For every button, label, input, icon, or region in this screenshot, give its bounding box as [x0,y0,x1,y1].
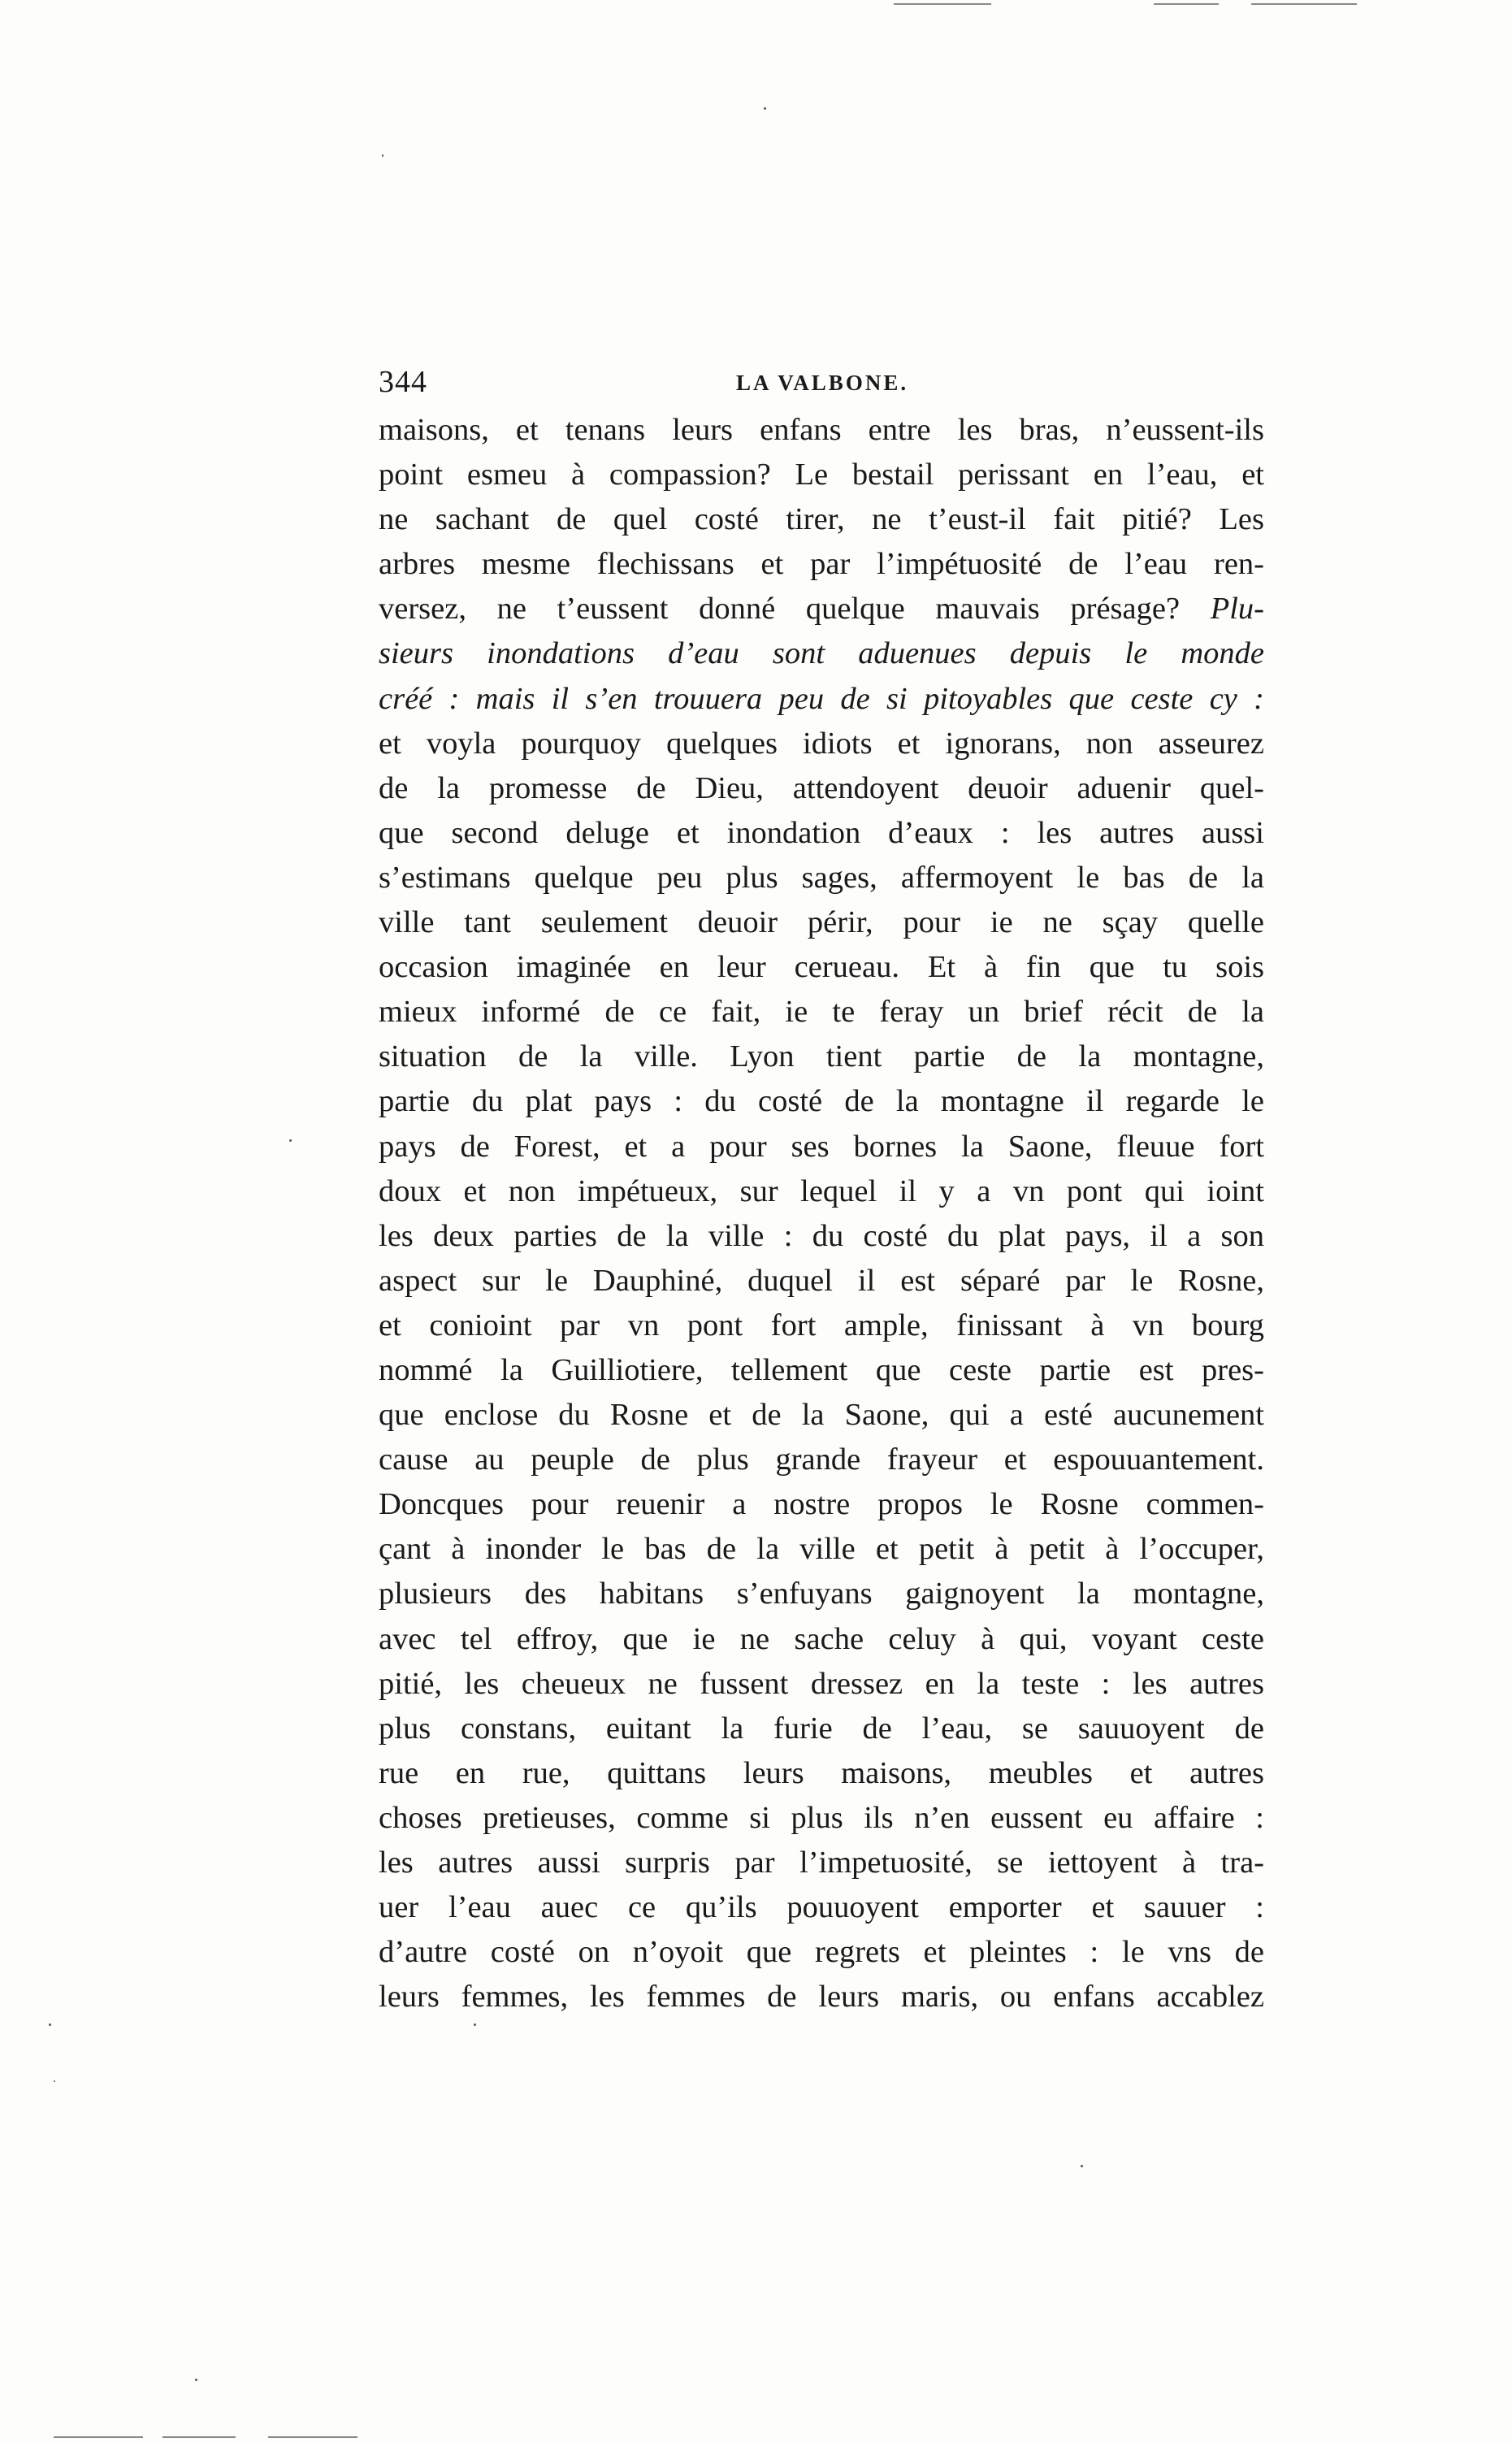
scan-edge-mark [894,3,991,5]
line-text: ne sachant de quel costé tirer, ne t’eust-il fait pitié? Les [379,502,1264,537]
text-line [379,990,1264,1034]
line-text: nommé la Guilliotiere, tellement que ceste partie est pres- [379,1352,1264,1387]
text-line [379,631,1264,676]
text-line [379,766,1264,811]
text-line [379,856,1264,900]
text-line [379,1079,1264,1124]
line-text: pitié, les cheueux ne fussent dressez en la teste : les autres [379,1666,1264,1701]
scan-speck [289,1139,292,1142]
line-text: les deux parties de la ville : du costé du plat pays, il a son [379,1218,1264,1253]
line-text: rue en rue, quittans leurs maisons, meubles et autres [379,1755,1264,1790]
page-header [379,358,1264,406]
text-line [379,722,1264,766]
line-text: point esmeu à compassion? Le bestail perissant en l’eau, et [379,458,1264,492]
scan-edge-mark [1154,3,1219,5]
line-text: mieux informé de ce fait, ie te feray un brief récit de la [379,995,1264,1030]
line-text: çant à inonder le bas de la ville et petit à petit à l’occuper, [379,1532,1264,1567]
line-text: de la promesse de Dieu, attendoyent deuoir aduenir quel- [379,770,1264,805]
text-line [379,1751,1264,1796]
text-line [379,587,1264,631]
line-text: arbres mesme flechissans et par l’impétuosité de l’eau ren- [379,547,1264,582]
text-line [379,542,1264,587]
scan-speck [54,2080,55,2082]
text-line [379,1259,1264,1303]
text-line [379,1885,1264,1930]
line-text: choses pretieuses, comme si plus ils n’en eussent eu affaire : [379,1800,1264,1835]
line-text: et voyla pourquoy quelques idiots et ignorans, non asseurez [379,726,1264,761]
body-text [379,408,1264,2019]
text-line [379,1348,1264,1393]
line-text: leurs femmes, les femmes de leurs maris, ou enfans accablez [379,1980,1264,2015]
text-line [379,453,1264,497]
line-text: les autres aussi surpris par l’impetuosité, se iettoyent à tra- [379,1846,1264,1880]
text-line [379,1527,1264,1572]
page-number: 344 [379,365,427,399]
line-text: que second deluge et inondation d’eaux : les autres aussi [379,815,1264,850]
line-text: uer l’eau auec ce qu’ils pouuoyent emporter et sauuer : [379,1890,1264,1925]
text-line [379,1975,1264,2019]
scan-speck [382,154,383,157]
scan-speck [195,2379,197,2381]
line-text: et conioint par vn pont fort ample, finissant à vn bourg [379,1308,1264,1342]
line-text: ville tant seulement deuoir périr, pour ie ne sçay quelle [379,905,1264,940]
line-text: partie du plat pays : du costé de la montagne il regarde le [379,1084,1264,1119]
scan-speck [1081,2165,1083,2167]
text-line [379,1214,1264,1259]
line-text: d’autre costé on n’oyoit que regrets et pleintes : le vns de [379,1935,1264,1970]
line-text: avec tel effroy, que ie ne sache celuy à qui, voyant ceste [379,1621,1264,1656]
italic-text: sieurs inondations d’eau sont aduenues depuis le monde [379,636,1264,671]
scan-edge-mark [268,2436,357,2438]
scan-speck [474,2023,476,2026]
line-text: versez, ne t’eussent donné quelque mauvais présage? [379,592,1211,627]
line-text: doux et non impétueux, sur lequel il y a vn pont qui ioint [379,1173,1264,1208]
running-head: LA VALBONE. [736,371,909,395]
text-line [379,408,1264,453]
text-line [379,1125,1264,1169]
line-text: situation de la ville. Lyon tient partie de la montagne, [379,1039,1264,1074]
line-text: maisons, et tenans leurs enfans entre les bras, n’eussent-ils [379,413,1264,447]
text-line [379,677,1264,722]
text-line [379,1482,1264,1527]
line-text: s’estimans quelque peu plus sages, affermoyent le bas de la [379,860,1264,895]
text-line [379,1393,1264,1438]
text-line [379,1662,1264,1707]
text-line [379,1572,1264,1616]
text-line [379,1303,1264,1348]
text-line [379,1707,1264,1751]
text-line [379,811,1264,856]
italic-text: Plu- [1210,592,1264,627]
line-text: Doncques pour reuenir a nostre propos le Rosne commen- [379,1487,1264,1522]
text-line [379,1169,1264,1214]
line-text: pays de Forest, et a pour ses bornes la Saone, fleuue fort [379,1129,1264,1164]
text-line [379,900,1264,945]
scan-edge-mark [1251,3,1357,5]
scan-speck [764,107,766,110]
line-text: plusieurs des habitans s’enfuyans gaignoyent la montagne, [379,1577,1264,1611]
line-text: plus constans, euitant la furie de l’eau, se sauuoyent de [379,1711,1264,1746]
line-text: aspect sur le Dauphiné, duquel il est séparé par le Rosne, [379,1263,1264,1298]
text-line [379,1438,1264,1482]
text-line [379,1930,1264,1975]
text-line [379,945,1264,990]
line-text: occasion imaginée en leur cerueau. Et à fin que tu sois [379,950,1264,985]
text-line [379,1841,1264,1885]
text-line [379,1034,1264,1079]
italic-text: créé : mais il s’en trouuera peu de si pitoyables que ceste cy : [379,681,1264,716]
scan-edge-mark [54,2436,143,2438]
text-line [379,1796,1264,1841]
scan-speck [49,2023,51,2026]
text-line [379,1617,1264,1662]
line-text: cause au peuple de plus grande frayeur et espouuantement. [379,1442,1264,1477]
text-line [379,497,1264,542]
scan-edge-mark [162,2436,236,2438]
line-text: que enclose du Rosne et de la Saone, qui a esté aucunement [379,1398,1264,1433]
